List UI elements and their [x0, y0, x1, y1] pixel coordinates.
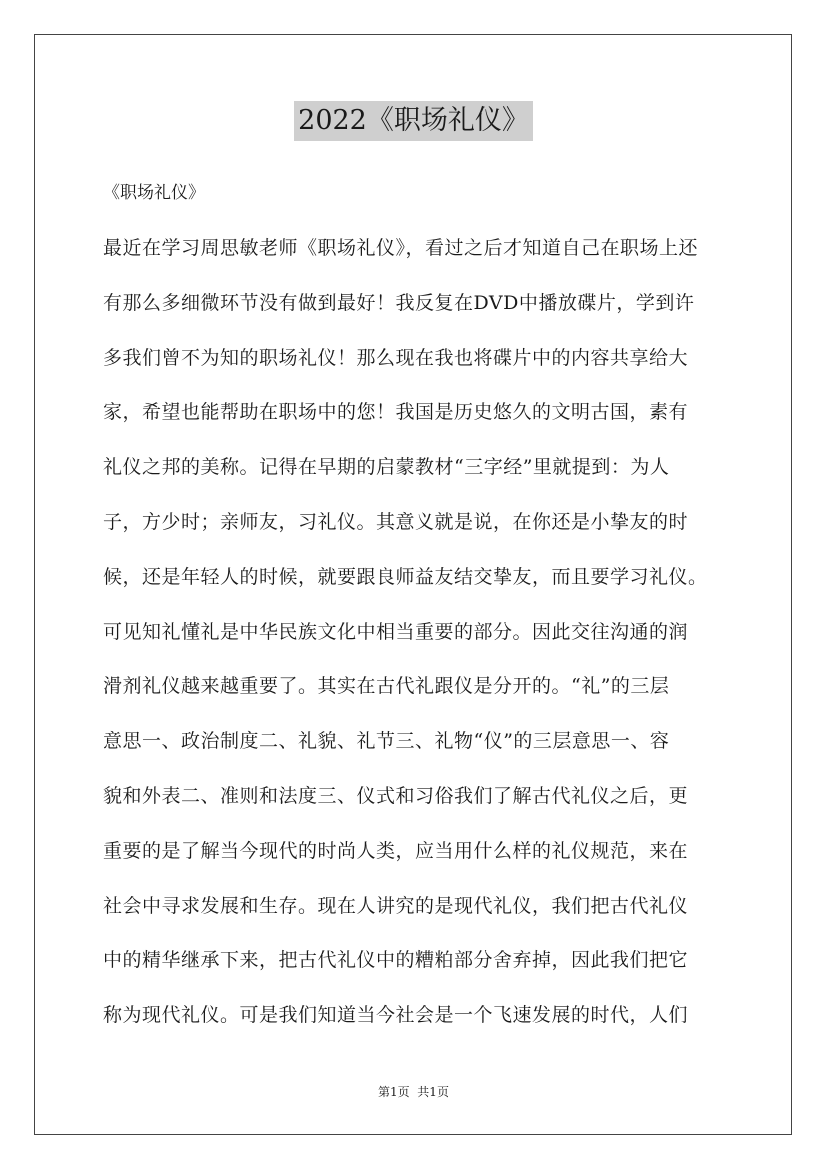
text-line: 可见知礼懂礼是中华民族文化中相当重要的部分。因此交往沟通的润 [103, 620, 689, 643]
text-line: 社会中寻求发展和生存。现在人讲究的是现代礼仪，我们把古代礼仪 [103, 894, 689, 917]
document-title: 2022《职场礼仪》 [294, 101, 533, 141]
text-line: 貌和外表二、准则和法度三、仪式和习俗我们了解古代礼仪之后，更 [103, 784, 689, 807]
text-line: 多我们曾不为知的职场礼仪！那么现在我也将碟片中的内容共享给大 [103, 346, 689, 369]
title-container [0, 101, 827, 141]
text-line: 重要的是了解当今现代的时尚人类，应当用什么样的礼仪规范，来在 [103, 839, 689, 862]
text-line: 礼仪之邦的美称。记得在早期的启蒙教材“三字经”里就提到：为人 [103, 456, 670, 479]
text-line: 有那么多细微环节没有做到最好！我反复在DVD中播放碟片，学到许 [103, 291, 695, 314]
text-line: 滑剂礼仪越来越重要了。其实在古代礼跟仪是分开的。“礼”的三层 [103, 675, 670, 698]
page-number: 第1页 共1页 [378, 1085, 449, 1099]
page-footer [0, 1083, 827, 1101]
text-line: 意思一、政治制度二、礼貌、礼节三、礼物“仪”的三层意思一、容 [103, 730, 670, 753]
text-line: 子，方少时；亲师友，习礼仪。其意义就是说，在你还是小挚友的时 [103, 510, 689, 533]
text-line: 候，还是年轻人的时候，就要跟良师益友结交挚友，而且要学习礼仪。 [103, 565, 708, 588]
document-subtitle: 《职场礼仪》 [103, 183, 205, 203]
text-line: 中的精华继承下来，把古代礼仪中的糟粕部分舍弃掉，因此我们把它 [103, 949, 689, 972]
text-line: 家，希望也能帮助在职场中的您！我国是历史悠久的文明古国，素有 [103, 401, 689, 424]
text-line: 称为现代礼仪。可是我们知道当今社会是一个飞速发展的时代，人们 [103, 1004, 689, 1027]
text-line: 最近在学习周思敏老师《职场礼仪》，看过之后才知道自己在职场上还 [103, 237, 699, 259]
body-paragraph [103, 231, 725, 1053]
